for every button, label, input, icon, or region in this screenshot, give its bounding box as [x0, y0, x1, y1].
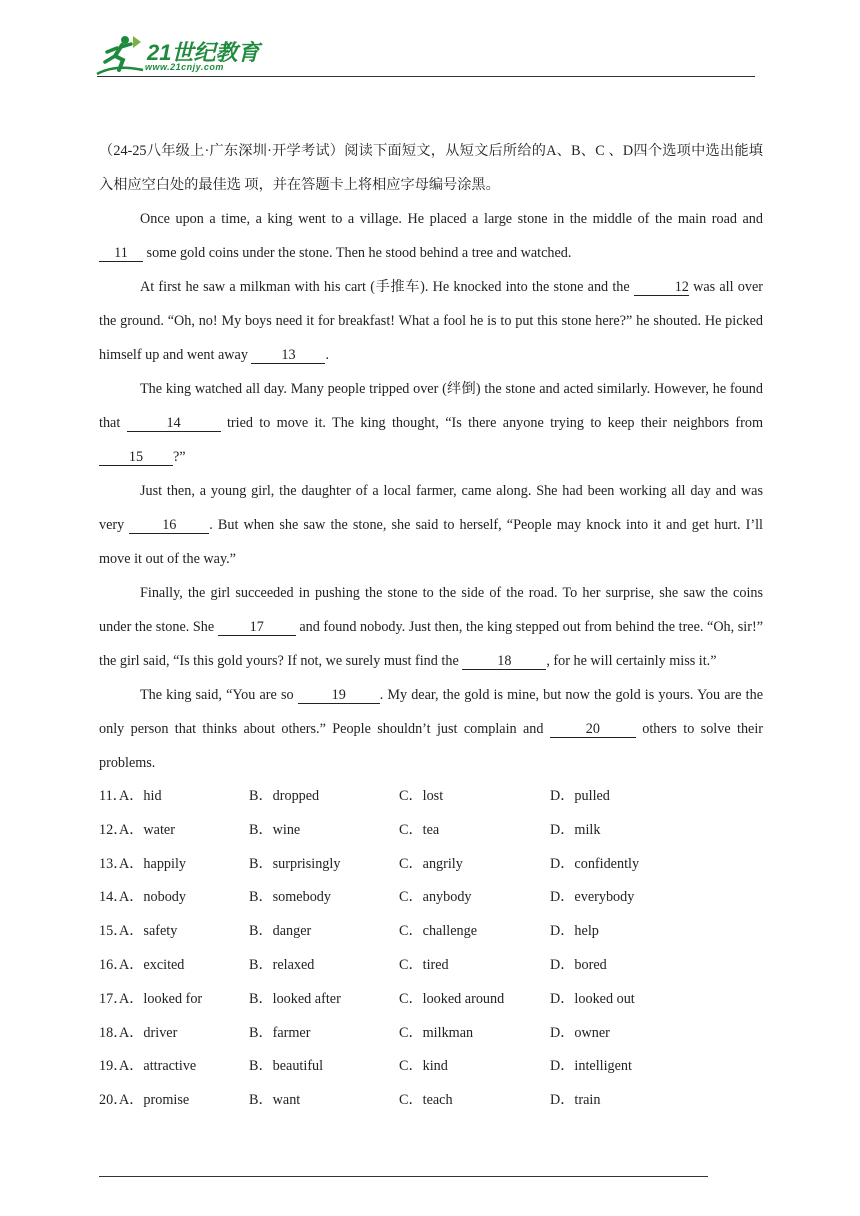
text: . [325, 347, 330, 363]
option-b: B．beautiful [249, 1058, 324, 1075]
question-row [99, 814, 763, 848]
option-d: D．help [550, 923, 599, 940]
question-number: 13． [99, 855, 128, 872]
question-row [99, 1017, 763, 1051]
option-b: B．want [249, 1092, 301, 1109]
option-b: B．surprisingly [249, 855, 341, 872]
runner-logo-icon [95, 34, 149, 78]
question-number: 19． [99, 1058, 128, 1075]
option-a: A．looked for [119, 990, 203, 1007]
text: some gold coins under the stone. Then he stood behind a tree and watched. [143, 245, 572, 261]
question-row [99, 949, 763, 983]
answer-options [99, 780, 763, 1118]
document-body [99, 134, 763, 1118]
question-number: 14． [99, 889, 128, 906]
question-row [99, 780, 763, 814]
paragraph-4 [99, 474, 763, 576]
option-c: C．lost [399, 788, 444, 804]
option-a: A．nobody [119, 889, 186, 906]
blank-11: 11 [99, 245, 143, 262]
text: Just then, a young girl, the daughter of a local farmer, came along. She had been working all day and was very [99, 483, 763, 533]
option-b: B．dropped [249, 788, 320, 804]
option-d: D．intelligent [550, 1058, 632, 1075]
text: others to solve their problems. [99, 721, 763, 771]
option-d: D．train [550, 1092, 601, 1109]
option-a: A．happily [119, 855, 186, 872]
paragraph-6 [99, 678, 763, 780]
option-a: A．safety [119, 923, 178, 940]
text: was all over the ground. “Oh, no! My boys need it for breakfast! What a fool he is to put this stone here?” he shouted. He picked himself up and went away [99, 279, 763, 363]
blank-14: 14 [127, 415, 221, 432]
option-b: B．wine [249, 821, 301, 838]
blank-13: 13 [251, 347, 325, 364]
option-c: C．anybody [399, 889, 472, 906]
option-b: B．somebody [249, 889, 331, 906]
logo [95, 34, 265, 78]
text: and found nobody. Just then, the king stepped out from behind the tree. “Oh, sir!” the girl said, “Is this gold yours? If not, we surely must find the [99, 619, 763, 669]
question-row [99, 1084, 763, 1118]
logo-text: 21世纪教育 [147, 40, 260, 65]
paragraph-3 [99, 372, 763, 474]
blank-12: 12 [634, 279, 689, 296]
question-row [99, 915, 763, 949]
option-c: C．looked around [399, 990, 505, 1007]
option-d: D．bored [550, 956, 607, 973]
option-d: D．milk [550, 821, 601, 838]
page-header [0, 0, 860, 90]
option-b: B．farmer [249, 1024, 311, 1041]
blank-15: 15 [99, 449, 173, 466]
option-a: A．driver [119, 1024, 178, 1041]
text: . But when she saw the stone, she said to herself, “People may knock into it and get hurt. I’ll move it out of the way.” [99, 517, 763, 567]
option-d: D．confidently [550, 855, 640, 872]
option-c: C．challenge [399, 923, 478, 940]
option-c: C．teach [399, 1092, 453, 1109]
paragraph-5 [99, 576, 763, 678]
option-d: D．looked out [550, 990, 635, 1007]
text: , for he will certainly miss it.” [546, 653, 717, 669]
question-number: 16． [99, 956, 128, 973]
question-number: 20． [99, 1092, 128, 1109]
option-c: C．tea [399, 821, 440, 838]
text: The king watched all day. Many people tripped over (绊倒) the stone and acted similarly. However, he found that [99, 381, 763, 431]
blank-16: 16 [129, 517, 209, 534]
question-row [99, 881, 763, 915]
question-number: 11． [99, 788, 127, 804]
option-a: A．attractive [119, 1058, 197, 1075]
question-number: 17． [99, 990, 128, 1007]
question-row [99, 1050, 763, 1084]
text: Once upon a time, a king went to a village. He placed a large stone in the middle of the main road and [140, 211, 763, 227]
text: . My dear, the gold is mine, but now the gold is yours. You are the only person that thinks about others.” People shouldn’t just complain and [99, 687, 763, 737]
blank-20: 20 [550, 721, 636, 738]
blank-19: 19 [298, 687, 380, 704]
option-a: A．promise [119, 1092, 190, 1109]
paragraph-2 [99, 270, 763, 372]
option-c: C．tired [399, 956, 449, 973]
option-c: C．angrily [399, 855, 463, 872]
header-divider [97, 76, 755, 77]
option-a: A．water [119, 821, 175, 838]
question-row [99, 848, 763, 882]
logo-url: www.21cnjy.com [145, 62, 224, 72]
instructions: （24-25八年级上·广东深圳·开学考试）阅读下面短文，从短文后所给的A、B、C 、D四个选项中选出能填入相应空白处的最佳选 项，并在答题卡上将相应字母编号涂黑。 [99, 143, 763, 193]
option-d: D．pulled [550, 788, 610, 804]
option-b: B．danger [249, 923, 312, 940]
option-c: C．kind [399, 1058, 448, 1075]
question-number: 18． [99, 1024, 128, 1041]
text: At first he saw a milkman with his cart (手推车). He knocked into the stone and the [140, 279, 634, 295]
option-c: C．milkman [399, 1024, 474, 1041]
text: Finally, the girl succeeded in pushing the stone to the side of the road. To her surprise, she saw the coins under the stone. She [99, 585, 763, 635]
blank-18: 18 [462, 653, 546, 670]
text: tried to move it. The king thought, “Is there anyone trying to keep their neighbors from [220, 415, 764, 431]
text: ?” [173, 449, 186, 465]
question-number: 12． [99, 821, 128, 838]
option-b: B．relaxed [249, 956, 315, 973]
option-b: B．looked after [249, 990, 341, 1007]
option-d: D．owner [550, 1024, 610, 1041]
question-row [99, 983, 763, 1017]
option-d: D．everybody [550, 889, 635, 906]
blank-17: 17 [218, 619, 296, 636]
option-a: A．hid [119, 788, 162, 804]
text: The king said, “You are so [140, 687, 298, 703]
question-number: 15． [99, 923, 128, 940]
option-a: A．excited [119, 956, 185, 973]
paragraph-1 [99, 202, 763, 270]
footer-divider [99, 1176, 708, 1177]
